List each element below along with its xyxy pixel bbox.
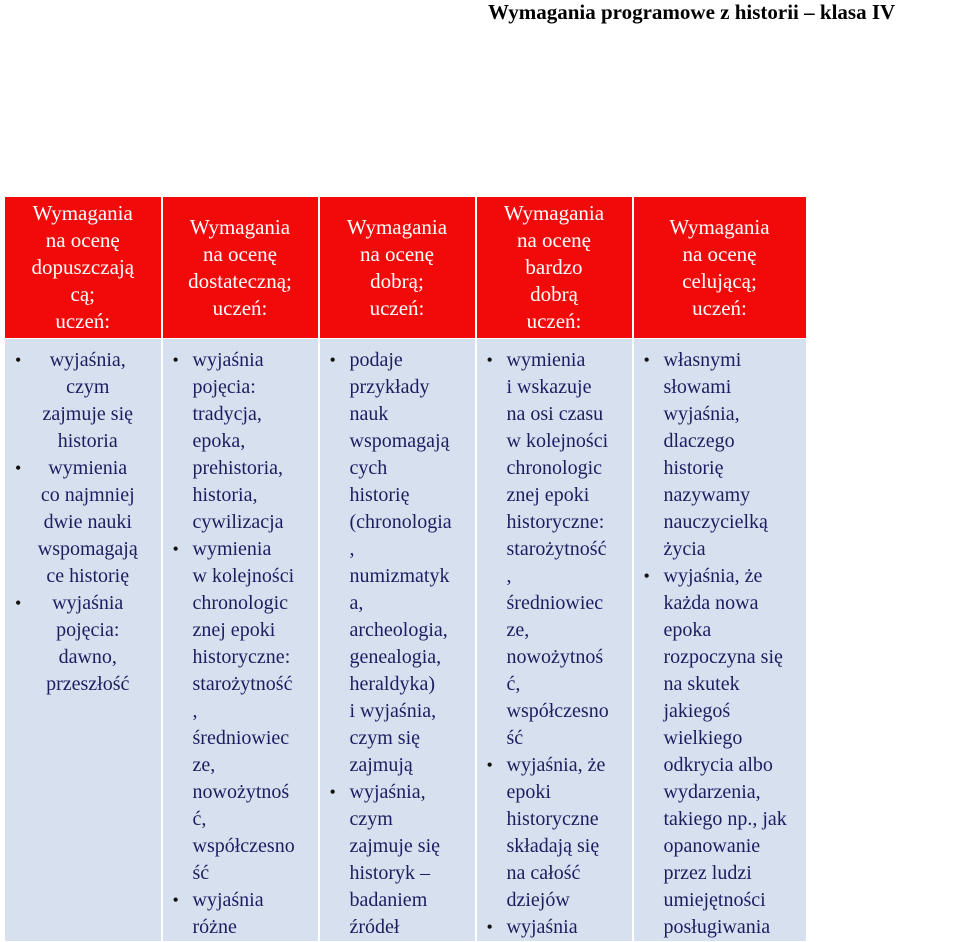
requirement-line: ść	[192, 862, 210, 884]
header-line: dobrą;	[370, 268, 424, 293]
requirement-line: w kolejności	[506, 430, 609, 452]
header-cell-dopuszczajaca	[5, 197, 162, 339]
requirement-line: na skutek	[663, 673, 740, 695]
requirement-line: zajmuje się	[349, 835, 441, 857]
requirement-line: cych	[349, 457, 388, 479]
requirement-line: na osi czasu	[506, 403, 604, 425]
requirement-line: przez ludzi	[663, 862, 752, 884]
requirement-line: znej epoki	[192, 619, 276, 641]
requirement-line: posługiwania	[663, 916, 771, 938]
header-line: Wymagania	[346, 214, 448, 239]
requirement-line: źródeł	[349, 916, 400, 938]
requirement-line: umiejętności	[663, 889, 766, 911]
header-line: uczeń:	[369, 295, 425, 320]
header-line: dopuszczają	[31, 255, 135, 279]
requirement-line: średniowiec	[192, 727, 290, 749]
requirement-line: chronologic	[192, 592, 289, 614]
requirement-line: opanowanie	[663, 835, 761, 857]
requirement-line: słowami	[663, 376, 732, 398]
requirement-line: odkrycia albo	[663, 754, 773, 776]
requirement-line: nowożytnoś	[192, 781, 290, 803]
requirement-line: historyczne	[506, 808, 599, 830]
header-line: na ocenę	[516, 228, 592, 252]
requirement-line: epoki	[506, 781, 551, 803]
requirement-line: dziejów	[506, 889, 570, 911]
header-line: Wymagania	[503, 201, 605, 225]
requirement-line: ,	[506, 565, 512, 587]
bullet-icon: •	[329, 782, 336, 802]
requirement-line: zajmują	[349, 754, 413, 776]
requirement-line: wydarzenia,	[663, 781, 761, 803]
bullet-icon: •	[486, 917, 493, 937]
body-cell-dostateczna	[162, 339, 319, 942]
requirements-table	[4, 196, 808, 942]
requirement-line: ć,	[192, 808, 207, 830]
requirement-item	[169, 536, 314, 887]
requirement-line: historia,	[192, 484, 258, 506]
requirement-line: w kolejności	[192, 565, 295, 587]
requirement-item	[483, 347, 628, 752]
header-line: bardzo	[525, 255, 583, 279]
requirement-line: ,	[192, 700, 198, 722]
requirement-item	[640, 347, 802, 563]
requirement-item	[11, 590, 157, 698]
requirement-line: (chronologia	[349, 511, 452, 533]
requirement-line: dlaczego	[663, 430, 735, 452]
requirement-line: archeologia,	[349, 619, 448, 641]
requirement-item	[326, 779, 471, 941]
requirement-line: wyjaśnia, że	[506, 754, 606, 776]
requirement-line: wspomagają	[349, 430, 450, 452]
header-line: Wymagania	[669, 214, 770, 239]
header-line: Wymagania	[32, 201, 133, 225]
requirement-line: podaje	[349, 349, 403, 371]
requirement-line: wymienia	[48, 457, 128, 479]
bullet-icon: •	[172, 890, 179, 910]
requirement-line: wyjaśnia,	[49, 349, 126, 371]
requirement-line: czym	[349, 808, 393, 830]
header-cell-dostateczna	[162, 197, 319, 339]
requirement-line: przeszłość	[46, 673, 130, 695]
header-row	[5, 197, 807, 339]
requirement-line: ć,	[506, 673, 521, 695]
requirement-line: wymienia	[192, 538, 272, 560]
requirement-line: historyk –	[349, 862, 431, 884]
requirement-line: pojęcia:	[192, 376, 256, 398]
requirement-line: ść	[506, 727, 524, 749]
requirement-list	[634, 339, 806, 941]
requirement-line: różne	[192, 916, 237, 938]
requirement-line: wyjaśnia	[506, 916, 578, 938]
requirement-line: chronologic	[506, 457, 603, 479]
requirement-line: starożytność	[506, 538, 607, 560]
requirement-list	[5, 339, 161, 698]
bullet-icon: •	[329, 350, 336, 370]
header-line: celującą;	[682, 268, 757, 293]
requirement-line: starożytność	[192, 673, 293, 695]
header-line: na ocenę	[359, 241, 435, 266]
requirement-list	[477, 339, 632, 941]
body-row	[5, 339, 807, 942]
header-line: Wymagania	[189, 214, 291, 239]
requirement-line: nowożytnoś	[506, 646, 604, 668]
requirement-line: prehistoria,	[192, 457, 284, 479]
header-cell-celujaca	[633, 197, 807, 339]
bullet-icon: •	[15, 593, 22, 613]
bullet-icon: •	[486, 755, 493, 775]
requirement-line: tradycja,	[192, 403, 262, 425]
requirement-item	[11, 347, 157, 455]
requirement-line: i wskazuje	[506, 376, 592, 398]
bullet-icon: •	[643, 566, 650, 586]
requirement-line: pojęcia:	[56, 619, 120, 641]
bullet-icon: •	[172, 350, 179, 370]
bullet-icon: •	[643, 350, 650, 370]
requirement-line: historia	[57, 430, 118, 452]
bullet-icon: •	[15, 458, 22, 478]
requirement-line: wyjaśnia, że	[663, 565, 763, 587]
requirement-line: własnymi	[663, 349, 742, 371]
requirement-line: współczesno	[192, 835, 295, 857]
requirement-line: ze,	[506, 619, 530, 641]
requirement-line: rozpoczyna się	[663, 646, 783, 668]
header-line: na ocenę	[202, 241, 278, 266]
body-cell-dopuszczajaca	[5, 339, 162, 942]
requirement-list	[163, 339, 318, 941]
requirement-line: wyjaśnia,	[663, 403, 740, 425]
requirement-line: epoka	[663, 619, 712, 641]
bullet-icon: •	[15, 350, 22, 370]
requirement-line: ze,	[192, 754, 216, 776]
requirement-line: nauk	[349, 403, 389, 425]
requirement-line: co najmniej	[40, 484, 135, 506]
requirement-line: historyczne:	[506, 511, 605, 533]
requirement-line: każda nowa	[663, 592, 759, 614]
body-cell-dobra	[319, 339, 476, 942]
requirement-item	[11, 455, 157, 590]
requirement-item	[483, 752, 628, 914]
header-cell-bardzo-dobra	[476, 197, 633, 339]
header-line: cą;	[70, 282, 95, 306]
requirement-line: współczesno	[506, 700, 609, 722]
requirement-item	[326, 347, 471, 779]
requirement-line: ,	[349, 538, 355, 560]
requirement-item	[169, 887, 314, 941]
requirement-line: historię	[349, 484, 410, 506]
requirement-line: a,	[349, 592, 364, 614]
requirement-line: wyjaśnia,	[349, 781, 426, 803]
requirement-line: jakiegoś	[663, 700, 731, 722]
requirement-line: wyjaśnia	[192, 349, 264, 371]
requirement-line: czym się	[349, 727, 421, 749]
requirement-line: numizmatyk	[349, 565, 450, 587]
requirement-line: życia	[663, 538, 706, 560]
document-title: Wymagania programowe z historii – klasa IV	[488, 0, 896, 24]
requirement-line: wyjaśnia	[52, 592, 124, 614]
requirement-line: cywilizacja	[192, 511, 284, 533]
requirement-line: dwie nauki	[43, 511, 132, 533]
requirement-line: czym	[66, 376, 110, 398]
header-line: uczeń:	[692, 295, 747, 320]
requirement-line: na całość	[506, 862, 581, 884]
requirement-line: zajmuje się	[42, 403, 134, 425]
requirement-line: historię	[663, 457, 724, 479]
requirement-line: wspomagają	[37, 538, 138, 560]
header-line: dobrą	[530, 282, 578, 306]
requirement-line: epoka,	[192, 430, 246, 452]
header-line: uczeń:	[526, 309, 582, 333]
requirement-line: historyczne:	[192, 646, 291, 668]
header-line: uczeń:	[55, 309, 111, 333]
bullet-icon: •	[486, 350, 493, 370]
bullet-icon: •	[172, 539, 179, 559]
requirement-item	[640, 563, 802, 941]
requirement-line: wymienia	[506, 349, 586, 371]
requirement-line: heraldyka)	[349, 673, 436, 695]
requirement-line: średniowiec	[506, 592, 604, 614]
requirement-line: i wyjaśnia,	[349, 700, 437, 722]
body-cell-celujaca	[633, 339, 807, 942]
header-line: na ocenę	[682, 241, 757, 266]
requirement-line: znej epoki	[506, 484, 590, 506]
requirement-line: składają się	[506, 835, 600, 857]
requirement-list	[320, 339, 475, 941]
requirement-line: wielkiego	[663, 727, 743, 749]
header-line: dostateczną;	[188, 268, 292, 293]
body-cell-bardzo-dobra	[476, 339, 633, 942]
requirement-line: nazywamy	[663, 484, 751, 506]
header-line: uczeń:	[212, 295, 268, 320]
requirement-line: ce historię	[46, 565, 130, 587]
requirement-line: dawno,	[58, 646, 117, 668]
requirement-line: takiego np., jak	[663, 808, 787, 830]
requirement-item	[169, 347, 314, 536]
requirement-line: przykłady	[349, 376, 430, 398]
header-line: na ocenę	[45, 228, 120, 252]
requirement-line: nauczycielką	[663, 511, 768, 533]
requirement-line: genealogia,	[349, 646, 442, 668]
requirement-line: badaniem	[349, 889, 428, 911]
requirement-item	[483, 914, 628, 941]
header-cell-dobra	[319, 197, 476, 339]
requirement-line: wyjaśnia	[192, 889, 264, 911]
